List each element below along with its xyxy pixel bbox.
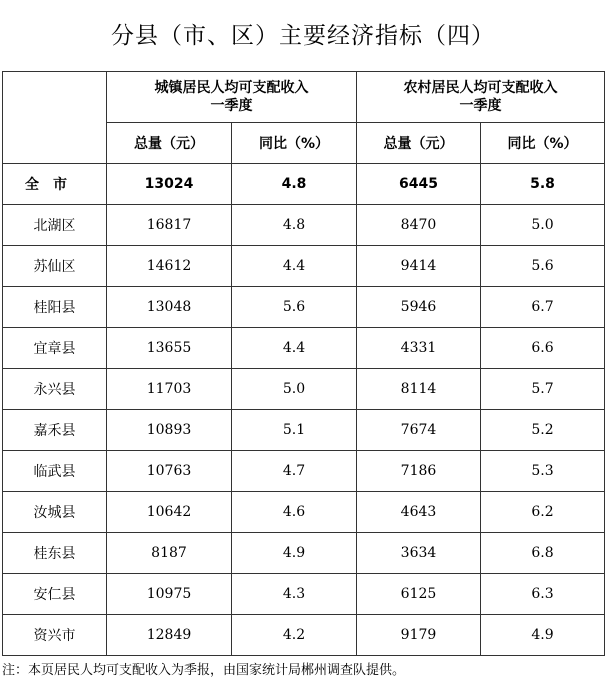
urban-yoy-value: 4.6 bbox=[232, 492, 357, 533]
urban-total-value: 13048 bbox=[107, 287, 232, 328]
urban-total-header: 总量（元） bbox=[107, 123, 232, 164]
rural-yoy-value: 5.0 bbox=[481, 205, 605, 246]
region-header-cell bbox=[3, 72, 107, 164]
rural-income-period: 一季度 bbox=[459, 98, 502, 114]
rural-yoy-value: 6.7 bbox=[481, 287, 605, 328]
rural-yoy-header: 同比（%） bbox=[481, 123, 605, 164]
urban-total-value: 16817 bbox=[107, 205, 232, 246]
rural-yoy-value: 5.3 bbox=[481, 451, 605, 492]
table-row bbox=[3, 451, 605, 492]
rural-yoy-value: 5.6 bbox=[481, 246, 605, 287]
urban-total-value: 10975 bbox=[107, 574, 232, 615]
urban-yoy-value: 4.3 bbox=[232, 574, 357, 615]
urban-total-value: 13655 bbox=[107, 328, 232, 369]
region-name: 桂阳县 bbox=[3, 287, 107, 328]
rural-yoy-value: 4.9 bbox=[481, 615, 605, 656]
urban-yoy-value: 4.4 bbox=[232, 328, 357, 369]
rural-total-value: 6125 bbox=[357, 574, 481, 615]
urban-yoy-value: 4.8 bbox=[232, 205, 357, 246]
rural-yoy-value: 6.2 bbox=[481, 492, 605, 533]
urban-yoy-value: 5.0 bbox=[232, 369, 357, 410]
urban-yoy-value: 4.4 bbox=[232, 246, 357, 287]
region-name: 永兴县 bbox=[3, 369, 107, 410]
rural-total-value: 8470 bbox=[357, 205, 481, 246]
urban-yoy-value: 4.8 bbox=[232, 164, 357, 205]
rural-total-value: 8114 bbox=[357, 369, 481, 410]
rural-total-value: 9414 bbox=[357, 246, 481, 287]
urban-total-value: 10642 bbox=[107, 492, 232, 533]
rural-yoy-value: 6.8 bbox=[481, 533, 605, 574]
region-name: 全 市 bbox=[3, 164, 107, 205]
region-name: 临武县 bbox=[3, 451, 107, 492]
urban-total-value: 10893 bbox=[107, 410, 232, 451]
income-table bbox=[2, 71, 605, 656]
table-row bbox=[3, 533, 605, 574]
rural-total-value: 4643 bbox=[357, 492, 481, 533]
urban-total-value: 8187 bbox=[107, 533, 232, 574]
table-row bbox=[3, 492, 605, 533]
rural-total-value: 5946 bbox=[357, 287, 481, 328]
rural-total-value: 7674 bbox=[357, 410, 481, 451]
rural-total-value: 3634 bbox=[357, 533, 481, 574]
rural-income-title: 农村居民人均可支配收入 bbox=[403, 80, 558, 96]
urban-total-value: 10763 bbox=[107, 451, 232, 492]
rural-total-header: 总量（元） bbox=[357, 123, 481, 164]
region-name: 嘉禾县 bbox=[3, 410, 107, 451]
table-row bbox=[3, 287, 605, 328]
rural-yoy-value: 5.2 bbox=[481, 410, 605, 451]
region-name: 北湖区 bbox=[3, 205, 107, 246]
rural-yoy-value: 6.3 bbox=[481, 574, 605, 615]
rural-yoy-value: 6.6 bbox=[481, 328, 605, 369]
table-row bbox=[3, 328, 605, 369]
table-header-row bbox=[3, 72, 605, 123]
urban-yoy-header: 同比（%） bbox=[232, 123, 357, 164]
city-total-row bbox=[3, 164, 605, 205]
region-name: 桂东县 bbox=[3, 533, 107, 574]
urban-yoy-value: 4.2 bbox=[232, 615, 357, 656]
rural-total-value: 9179 bbox=[357, 615, 481, 656]
urban-total-value: 14612 bbox=[107, 246, 232, 287]
urban-yoy-value: 4.9 bbox=[232, 533, 357, 574]
urban-income-header bbox=[107, 72, 357, 123]
table-row bbox=[3, 615, 605, 656]
urban-total-value: 12849 bbox=[107, 615, 232, 656]
urban-yoy-value: 4.7 bbox=[232, 451, 357, 492]
region-name: 安仁县 bbox=[3, 574, 107, 615]
urban-total-value: 13024 bbox=[107, 164, 232, 205]
region-name: 资兴市 bbox=[3, 615, 107, 656]
rural-yoy-value: 5.7 bbox=[481, 369, 605, 410]
table-row bbox=[3, 369, 605, 410]
rural-yoy-value: 5.8 bbox=[481, 164, 605, 205]
table-row bbox=[3, 205, 605, 246]
region-name: 宜章县 bbox=[3, 328, 107, 369]
table-row bbox=[3, 574, 605, 615]
table-row bbox=[3, 246, 605, 287]
page-title: 分县（市、区）主要经济指标（四） bbox=[111, 23, 495, 49]
rural-total-value: 4331 bbox=[357, 328, 481, 369]
rural-total-value: 7186 bbox=[357, 451, 481, 492]
urban-income-period: 一季度 bbox=[210, 98, 253, 114]
rural-income-header bbox=[357, 72, 605, 123]
urban-total-value: 11703 bbox=[107, 369, 232, 410]
footnote: 注：本页居民人均可支配收入为季报，由国家统计局郴州调查队提供。 bbox=[2, 663, 406, 678]
region-name: 汝城县 bbox=[3, 492, 107, 533]
urban-yoy-value: 5.6 bbox=[232, 287, 357, 328]
urban-yoy-value: 5.1 bbox=[232, 410, 357, 451]
urban-income-title: 城镇居民人均可支配收入 bbox=[154, 80, 309, 96]
rural-total-value: 6445 bbox=[357, 164, 481, 205]
region-name: 苏仙区 bbox=[3, 246, 107, 287]
table-row bbox=[3, 410, 605, 451]
